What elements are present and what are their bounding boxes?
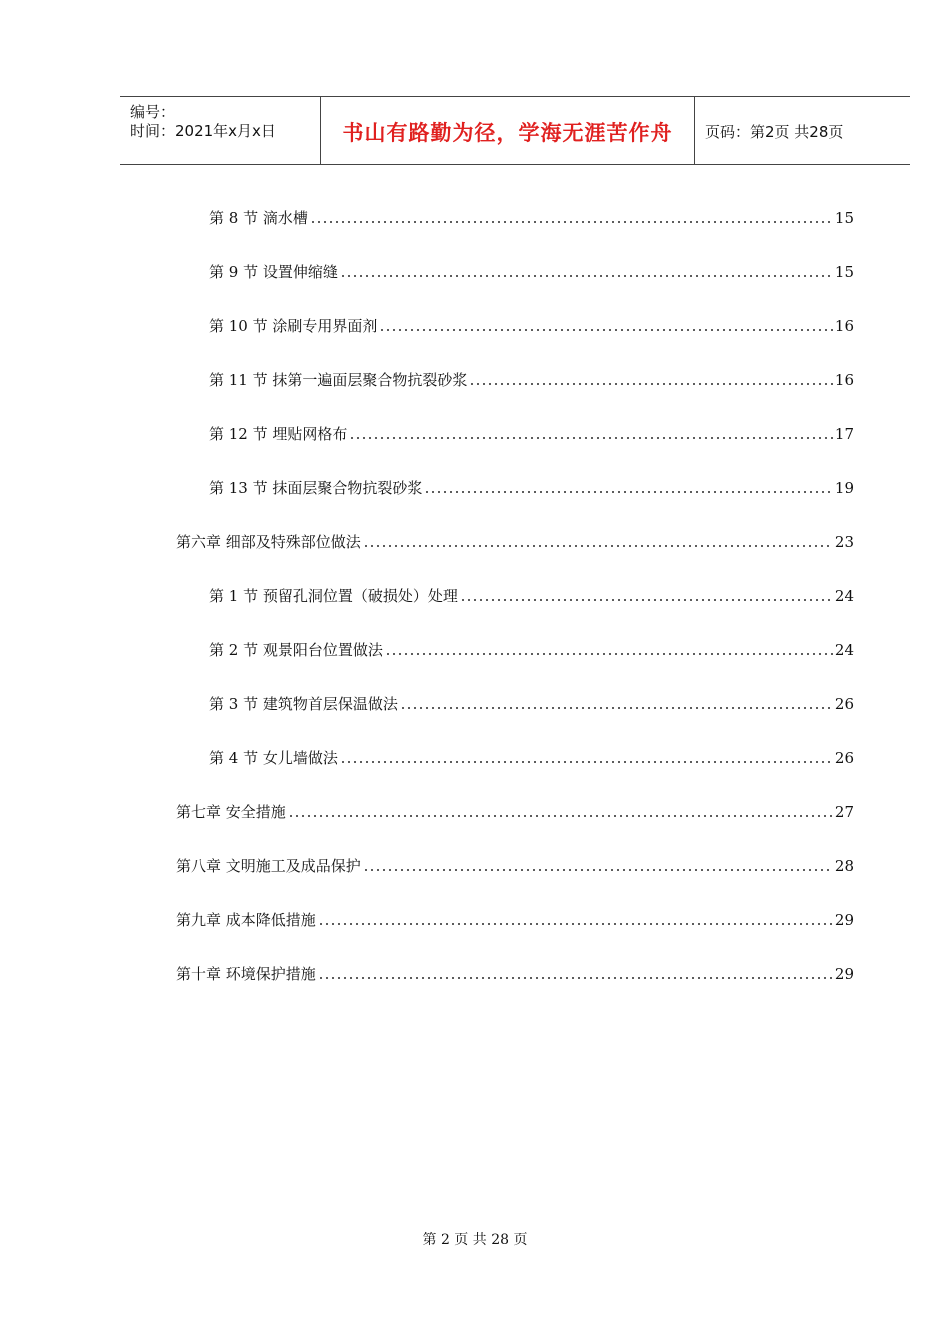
- toc-dot-leader: [349, 437, 833, 439]
- header-motto-cell: [321, 97, 695, 164]
- toc-entry-page: 26: [834, 749, 854, 767]
- toc-dot-leader: [400, 707, 833, 709]
- toc-entry-label: 第十章 环境保护措施: [176, 965, 316, 983]
- toc-entry-page: 28: [834, 857, 854, 875]
- toc-entry-label: 第九章 成本降低措施: [176, 911, 316, 929]
- time-label: 时间：2021年x月x日: [130, 122, 276, 140]
- toc-entry-label: 第七章 安全措施: [176, 803, 286, 821]
- toc-entry[interactable]: [209, 586, 854, 606]
- toc-entry[interactable]: [209, 640, 854, 660]
- page-footer: 第 2 页 共 28 页: [422, 1232, 528, 1248]
- toc-entry-label: 第 1 节 预留孔洞位置（破损处）处理: [209, 587, 458, 605]
- toc-entry-label: 第 10 节 涂刷专用界面剂: [209, 317, 378, 335]
- toc-dot-leader: [310, 221, 833, 223]
- toc-chapter-entry[interactable]: [176, 532, 854, 552]
- toc-entry-label: 第八章 文明施工及成品保护: [176, 857, 361, 875]
- number-label: 编号：: [130, 103, 176, 121]
- motto-text: 书山有路勤为径，学海无涯苦作舟: [342, 121, 673, 145]
- toc-entry[interactable]: [209, 316, 854, 336]
- toc-dot-leader: [460, 599, 833, 601]
- header-page-cell: [695, 97, 910, 164]
- toc-entry-page: 16: [834, 317, 854, 335]
- toc-entry-page: 29: [834, 965, 854, 983]
- header-page-info: 页码：第2页 共28页: [705, 123, 844, 141]
- toc-entry-page: 16: [834, 371, 854, 389]
- toc-dot-leader: [363, 869, 833, 871]
- toc-dot-leader: [340, 761, 833, 763]
- toc-dot-leader: [469, 383, 833, 385]
- toc-dot-leader: [424, 491, 833, 493]
- toc-dot-leader: [318, 923, 833, 925]
- toc-entry[interactable]: [209, 748, 854, 768]
- toc-entry-page: 19: [834, 479, 854, 497]
- toc-chapter-entry[interactable]: [176, 910, 854, 930]
- toc-entry[interactable]: [209, 424, 854, 444]
- toc-dot-leader: [288, 815, 833, 817]
- toc-entry-page: 24: [834, 641, 854, 659]
- toc-entry[interactable]: [209, 478, 854, 498]
- toc-entry-page: 15: [834, 209, 854, 227]
- toc-chapter-entry[interactable]: [176, 856, 854, 876]
- toc-entry-label: 第 11 节 抹第一遍面层聚合物抗裂砂浆: [209, 371, 468, 389]
- toc-entry-page: 17: [834, 425, 854, 443]
- header-meta-cell: [120, 97, 321, 164]
- toc-entry-label: 第 12 节 埋贴网格布: [209, 425, 348, 443]
- toc-dot-leader: [385, 653, 833, 655]
- toc-entry-label: 第 9 节 设置伸缩缝: [209, 263, 338, 281]
- toc-chapter-entry[interactable]: [176, 802, 854, 822]
- toc-entry-page: 27: [834, 803, 854, 821]
- toc-entry-label: 第 13 节 抹面层聚合物抗裂砂浆: [209, 479, 423, 497]
- toc-entry-label: 第 4 节 女儿墙做法: [209, 749, 338, 767]
- toc-entry-label: 第六章 细部及特殊部位做法: [176, 533, 361, 551]
- toc-dot-leader: [363, 545, 833, 547]
- toc-entry-page: 15: [834, 263, 854, 281]
- toc-dot-leader: [340, 275, 833, 277]
- toc-entry[interactable]: [209, 694, 854, 714]
- toc-entry-label: 第 8 节 滴水槽: [209, 209, 308, 227]
- page-header: [120, 96, 910, 165]
- toc-entry-label: 第 3 节 建筑物首层保温做法: [209, 695, 398, 713]
- toc-entry-page: 29: [834, 911, 854, 929]
- toc-dot-leader: [379, 329, 833, 331]
- toc-entry-page: 26: [834, 695, 854, 713]
- toc-chapter-entry[interactable]: [176, 964, 854, 984]
- toc-dot-leader: [318, 977, 833, 979]
- toc-entry[interactable]: [209, 262, 854, 282]
- toc-entry-label: 第 2 节 观景阳台位置做法: [209, 641, 383, 659]
- toc-entry[interactable]: [209, 370, 854, 390]
- toc-entry-page: 24: [834, 587, 854, 605]
- toc-entry[interactable]: [209, 208, 854, 228]
- toc-entry-page: 23: [834, 533, 854, 551]
